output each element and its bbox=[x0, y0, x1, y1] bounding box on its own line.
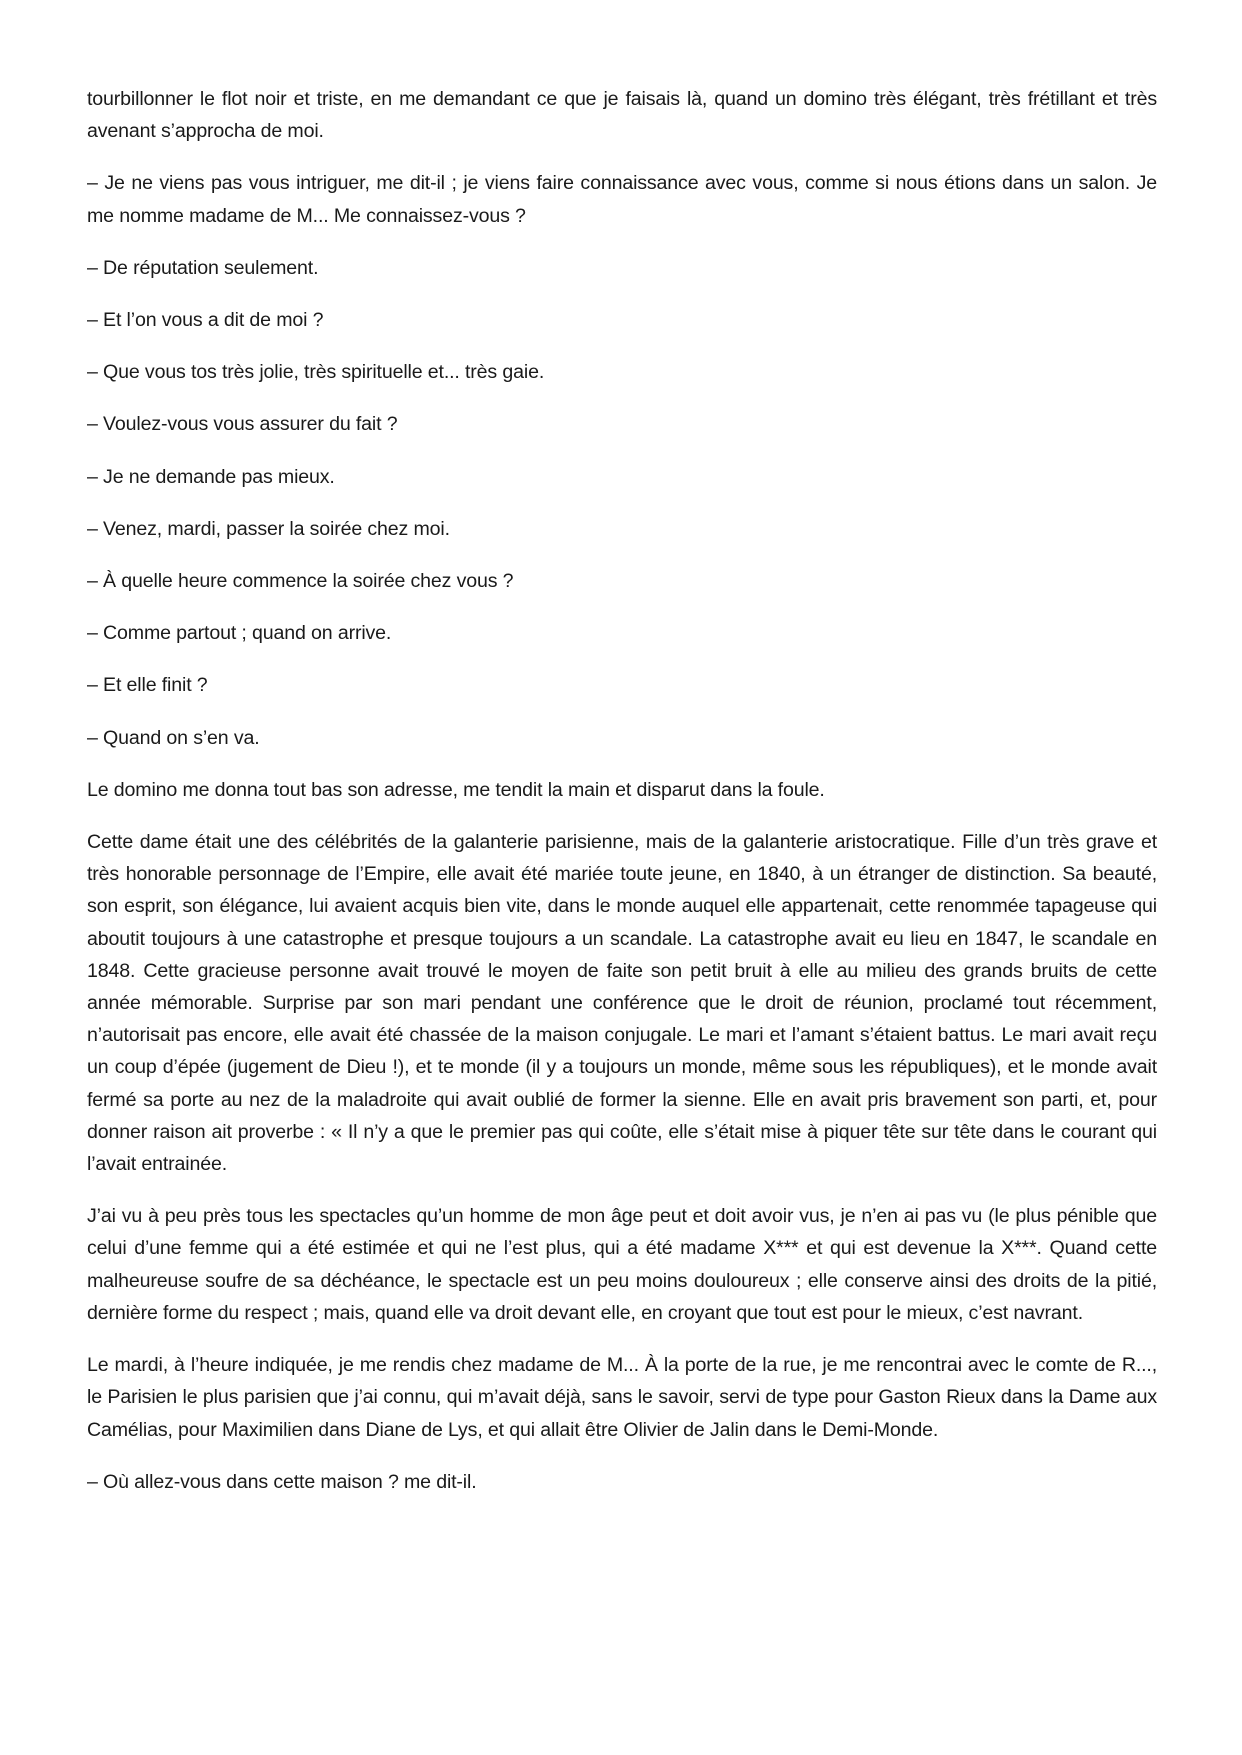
document-page bbox=[87, 83, 1157, 1518]
dialogue-line: – Voulez-vous vous assurer du fait ? bbox=[87, 413, 398, 436]
dialogue-line: – Je ne viens pas vous intriguer, me dit-il ; je viens faire connaissance avec vous, comme si nous étions dans un salon. Je me nomme madame de M... Me connaissez-vous ? bbox=[87, 172, 1157, 227]
dialogue-line: – Que vous tos très jolie, très spirituelle et... très gaie. bbox=[87, 361, 545, 384]
dialogue-line: – Où allez-vous dans cette maison ? me dit-il. bbox=[87, 1470, 477, 1493]
paragraph: tourbillonner le flot noir et triste, en me demandant ce que je faisais là, quand un domino très élégant, très frétillant et très avenant s’approcha de moi. bbox=[87, 88, 1157, 143]
paragraph: J’ai vu à peu près tous les spectacles qu’un homme de mon âge peut et doit avoir vus, je n’en ai pas vu (le plus pénible que celui d’une femme qui a été estimée et qui ne l’est plus, qui a été madame X*** et qui est devenue la X***. Quand cette malheureuse soufre de sa déchéance, le spectacle est un peu moins douloureux ; elle conserve ainsi des droits de la pitié, dernière forme du respect ; mais, quand elle va droit devant elle, en croyant que tout est pour le mieux, c’est navrant. bbox=[87, 1205, 1157, 1324]
dialogue-line: – Et l’on vous a dit de moi ? bbox=[87, 309, 324, 332]
paragraph: Le mardi, à l’heure indiquée, je me rendis chez madame de M... À la porte de la rue, je me rencontrai avec le comte de R..., le Parisien le plus parisien que j’ai connu, qui m’avait déjà, sans le savoir, servi de type pour Gaston Rieux dans la Dame aux Camélias, pour Maximilien dans Diane de Lys, et qui allait être Olivier de Jalin dans le Demi-Monde. bbox=[87, 1354, 1157, 1441]
dialogue-line: – Je ne demande pas mieux. bbox=[87, 465, 335, 488]
dialogue-line: – Comme partout ; quand on arrive. bbox=[87, 622, 392, 645]
paragraph: Cette dame était une des célébrités de la galanterie parisienne, mais de la galanterie aristocratique. Fille d’un très grave et très honorable personnage de l’Empire, elle avait été mariée toute jeune, en 1840, à un étranger de distinction. Sa beauté, son esprit, son élégance, lui avaient acquis bien vite, dans le monde auquel elle appartenait, cette renommée tapageuse qui aboutit toujours à une catastrophe et presque toujours a un scandale. La catastrophe avait eu lieu en 1847, le scandale en 1848. Cette gracieuse personne avait trouvé le moyen de faite son petit bruit à elle au milieu des grands bruits de cette année mémorable. Surprise par son mari pendant une conférence que le droit de réunion, proclamé tout récemment, n’autorisait pas encore, elle avait été chassée de la maison conjugale. Le mari et l’amant s’étaient battus. Le mari avait reçu un coup d’épée (jugement de Dieu !), et te monde (il y a toujours un monde, même sous les républiques), et le monde avait fermé sa porte au nez de la maladroite qui avait oublié de former la sienne. Elle en avait pris bravement son parti, et, pour donner raison ait proverbe : « Il n’y a que le premier pas qui coûte, elle s’était mise à piquer tête sur tête dans le courant qui l’avait entrainée. bbox=[87, 831, 1157, 1176]
dialogue-line: – À quelle heure commence la soirée chez vous ? bbox=[87, 570, 514, 593]
dialogue-line: – Quand on s’en va. bbox=[87, 726, 260, 749]
dialogue-line: – Et elle finit ? bbox=[87, 674, 208, 697]
dialogue-line: – Venez, mardi, passer la soirée chez moi. bbox=[87, 517, 450, 540]
paragraph: Le domino me donna tout bas son adresse, me tendit la main et disparut dans la foule. bbox=[87, 778, 825, 801]
dialogue-line: – De réputation seulement. bbox=[87, 256, 319, 279]
